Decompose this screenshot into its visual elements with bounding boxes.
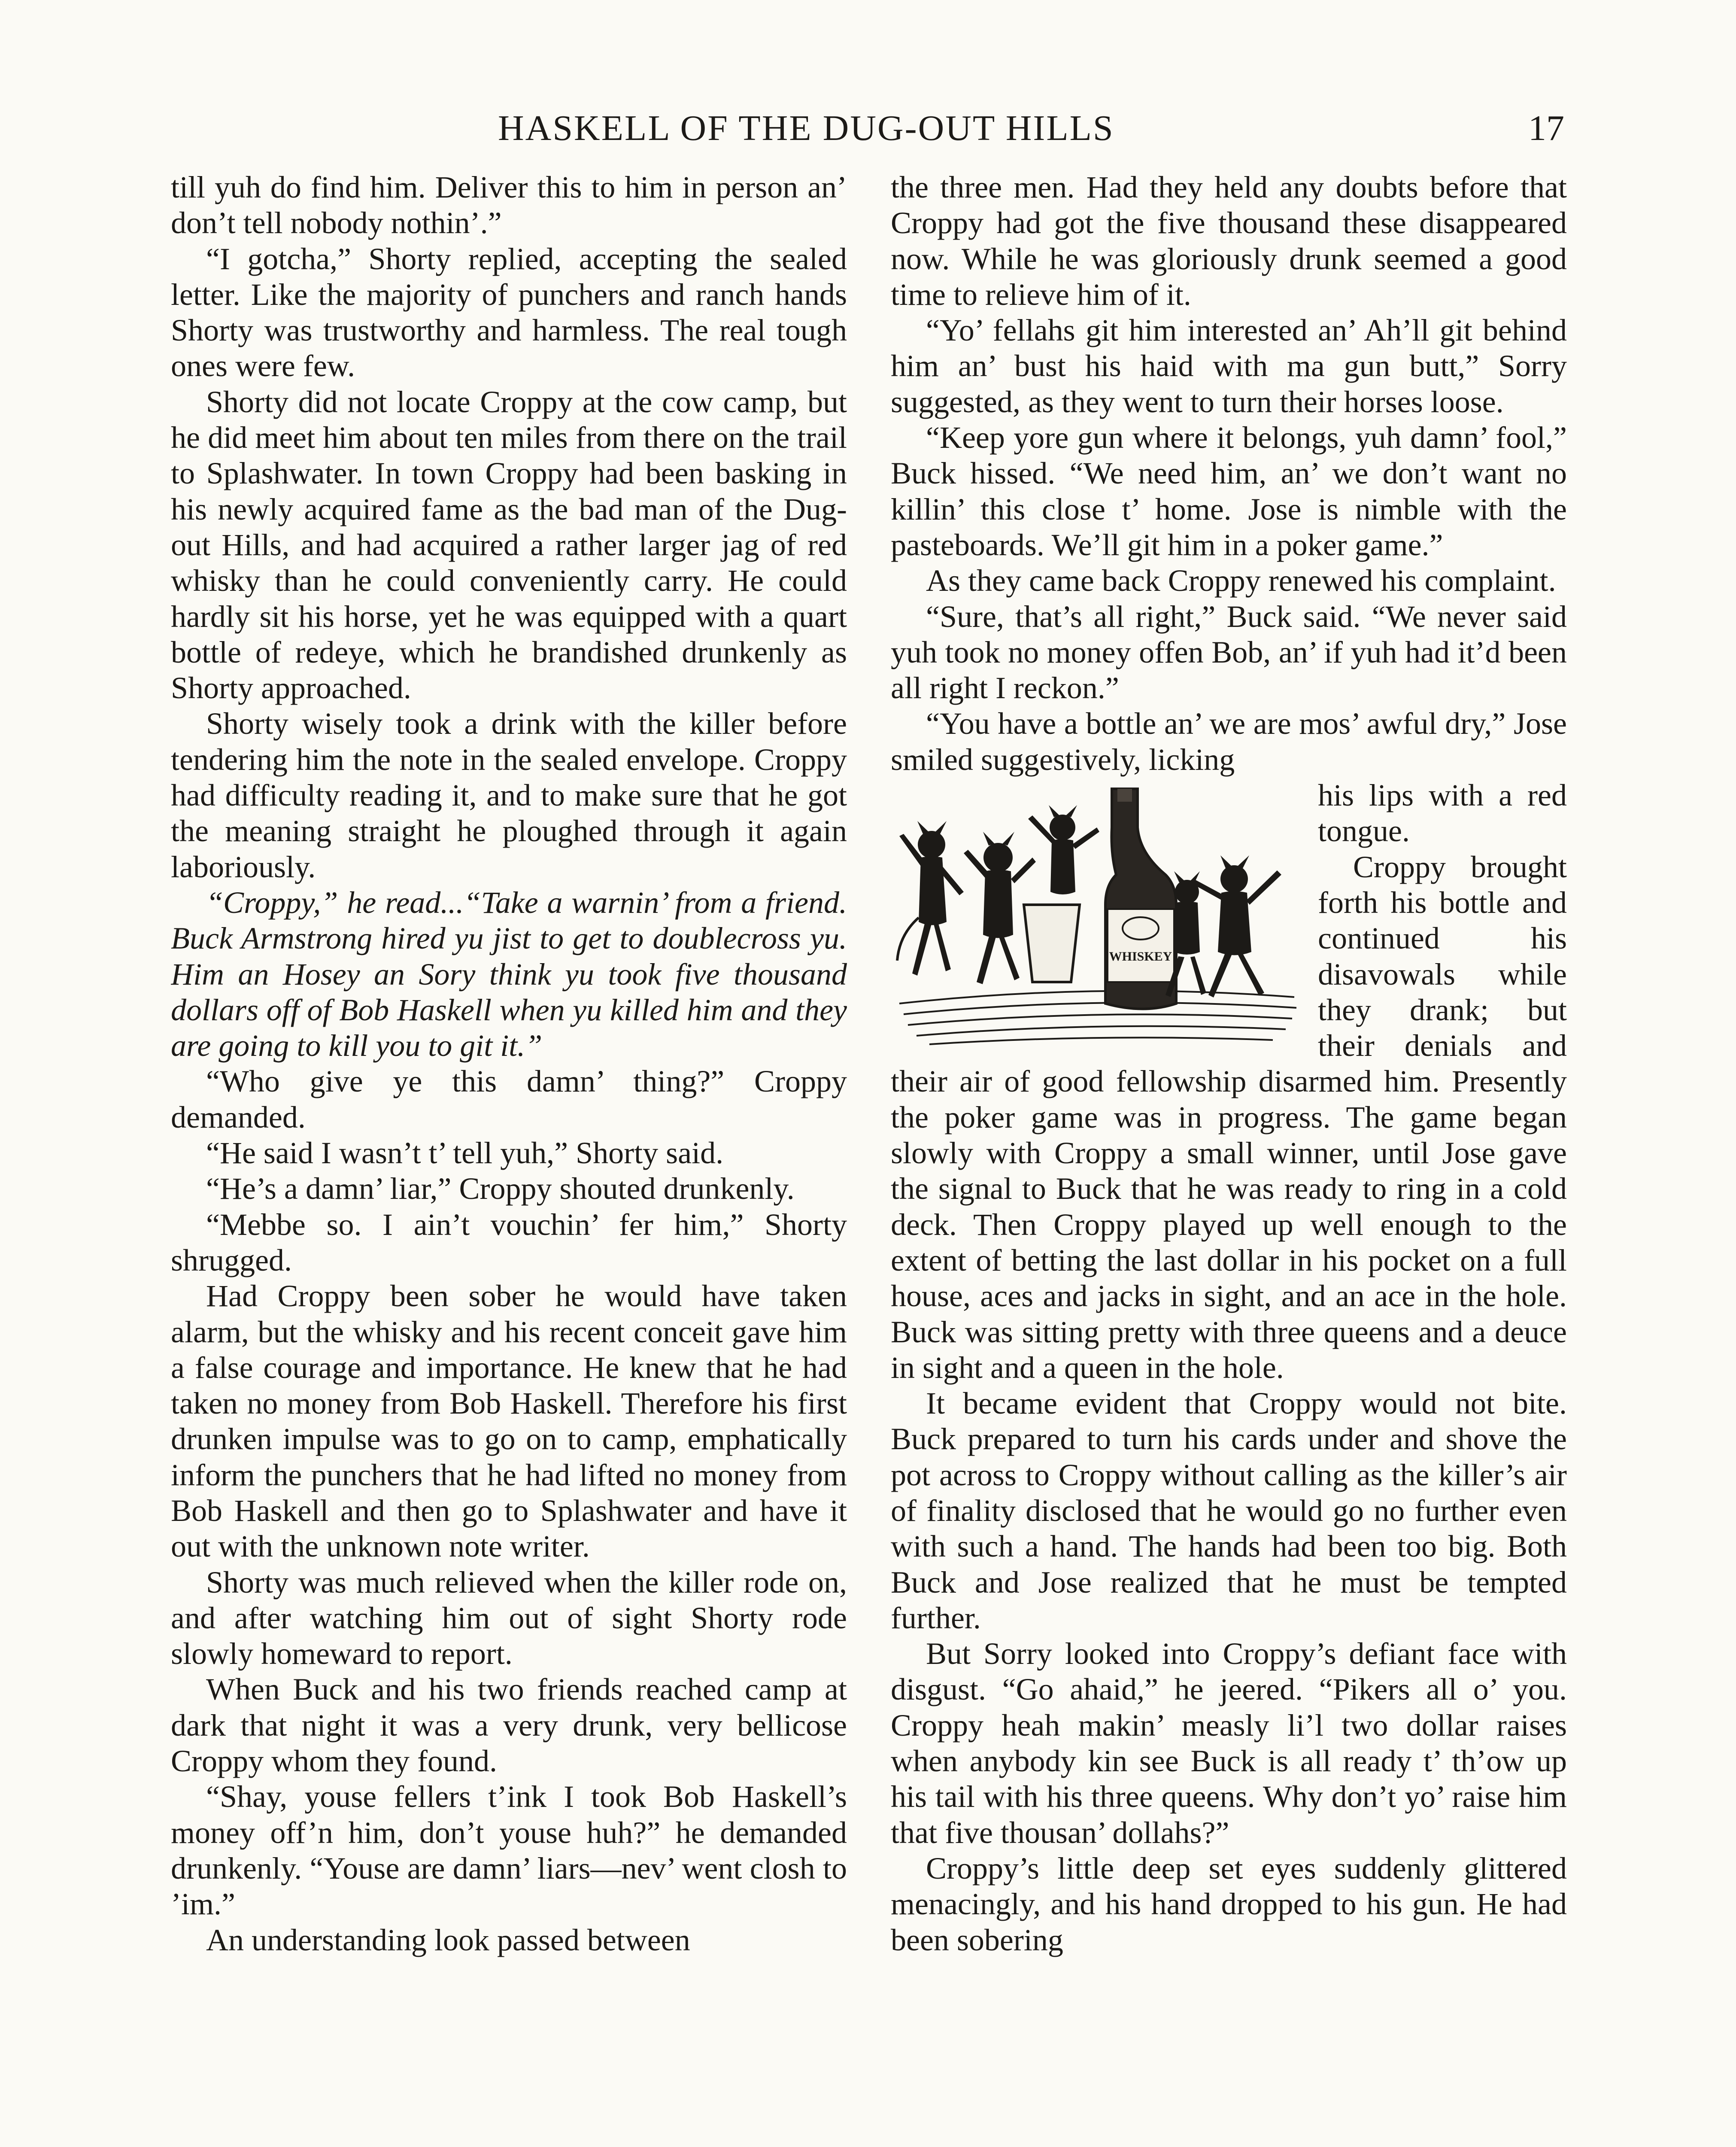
- paragraph: the three men. Had they held any doubts before that Croppy had got the five thousand these disappeared now. While he was gloriously drunk seemed a good time to relieve him of it.: [891, 170, 1567, 312]
- paragraph: Shorty did not locate Croppy at the cow camp, but he did meet him about ten miles from there on the trail to Splashwater. In town Croppy had been basking in his newly acquired fame as the bad man of the Dug-out Hills, and had acquired a rather larger jag of red whisky than he could conveniently carry. He could hardly sit his horse, yet he was equipped with a quart bottle of redeye, which he brandished drunkenly as Shorty approached.: [171, 384, 847, 706]
- paragraph: Croppy’s little deep set eyes suddenly glittered menacingly, and his hand dropped to his gun. He had been sobering: [891, 1851, 1567, 1957]
- paragraph: Shorty wisely took a drink with the killer before tendering him the note in the sealed envelope. Croppy had difficulty reading it, and to make sure that he got the meaning straight he ploughed through it again laboriously.: [171, 706, 847, 884]
- paragraph: “Yo’ fellahs git him interested an’ Ah’ll git behind him an’ bust his haid with ma gun butt,” Sorry suggested, as they went to turn their horses loose.: [891, 313, 1567, 419]
- bottle-label-text: WHISKEY: [1109, 949, 1172, 964]
- paragraph: But Sorry looked into Croppy’s defiant face with disgust. “Go ahaid,” he jeered. “Pikers all o’ you. Croppy heah makin’ measly li’l two dollar raises when anybody kin see Buck is all ready t’ th’ow up his tail with his three queens. Why don’t yo’ raise him that five thousan’ dollahs?”: [891, 1636, 1567, 1850]
- devils-bottle-illustration: [891, 780, 1305, 1053]
- right-column: [891, 170, 1567, 2147]
- paragraph: till yuh do find him. Deliver this to him in person an’ don’t tell nobody nothin’.”: [171, 170, 847, 240]
- paragraph: “He’s a damn’ liar,” Croppy shouted drunkenly.: [206, 1171, 795, 1206]
- paragraph: “Who give ye this damn’ thing?” Croppy demanded.: [171, 1064, 847, 1134]
- running-head: HASKELL OF THE DUG-OUT HILLS: [498, 108, 1114, 148]
- paragraph: “Shay, youse fellers t’ink I took Bob Haskell’s money off’n him, don’t youse huh?” he demanded drunkenly. “Youse are damn’ liars—nev’ went closh to ’im.”: [171, 1779, 847, 1922]
- paragraph: It became evident that Croppy would not bite. Buck prepared to turn his cards under and shove the pot across to Croppy without calling as the killer’s air of finality disclosed that he would go no further even with such a hand. The hands had been too big. Both Buck and Jose realized that he must be tempted further.: [891, 1386, 1567, 1635]
- paragraph: “Keep yore gun where it belongs, yuh damn’ fool,” Buck hissed. “We need him, an’ we don’t want no killin’ this close t’ home. Jose is nimble with the pasteboards. We’ll git him in a poker game.”: [891, 420, 1567, 562]
- paragraph: “Sure, that’s all right,” Buck said. “We never said yuh took no money offen Bob, an’ if yuh had it’d been all right I reckon.”: [891, 599, 1567, 706]
- paragraph-wrapped: his lips with a red tongue.: [1318, 778, 1567, 848]
- page-number: 17: [1528, 108, 1564, 148]
- devils-dancing-around-bottle-icon: [891, 780, 1305, 1053]
- paragraph: When Buck and his two friends reached camp at dark that night it was a very drunk, very bellicose Croppy whom they found.: [171, 1672, 847, 1779]
- paragraph: Had Croppy been sober he would have taken alarm, but the whisky and his recent conceit gave him a false courage and importance. He knew that he had taken no money from Bob Haskell. Therefore his first drunken impulse was to go on to camp, emphatically inform the punchers that he had lifted no money from Bob Haskell and then go to Splashwater and have it out with the unknown note writer.: [171, 1279, 847, 1564]
- paragraph: “Mebbe so. I ain’t vouchin’ fer him,” Shorty shrugged.: [171, 1207, 847, 1277]
- paragraph: Croppy brought forth his bottle and continued his disavowals while they drank; but their denials and their air of good fellowship disarmed him. Presently the poker game was in progress. The game began slowly with Croppy a small winner, until Jose gave the signal to Buck that he was ready to ring in a cold deck. Then Croppy played up well enough to the extent of betting the last dollar in his pocket on a full house, aces and jacks in sight, and an ace in the hole. Buck was sitting pretty with three queens and a deuce in sight and a queen in the hole.: [891, 849, 1567, 1385]
- left-column: [171, 170, 847, 2147]
- paragraph: “He said I wasn’t t’ tell yuh,” Shorty said.: [206, 1136, 724, 1171]
- paragraph: An understanding look passed between: [206, 1922, 690, 1957]
- paragraph: “I gotcha,” Shorty replied, accepting the sealed letter. Like the majority of punchers and ranch hands Shorty was trustworthy and harmless. The real tough ones were few.: [171, 241, 847, 383]
- paragraph: Shorty was much relieved when the killer rode on, and after watching him out of sight Shorty rode slowly homeward to report.: [171, 1565, 847, 1671]
- paragraph: “You have a bottle an’ we are mos’ awful dry,” Jose smiled suggestively, licking: [891, 706, 1567, 777]
- paragraph-letter: “Croppy,” he read...“Take a warnin’ from a friend. Buck Armstrong hired yu jist to get to doublecross yu. Him an Hosey an Sory think yu took five thousand dollars off of Bob Haskell when yu killed him and they are going to kill you to git it.”: [171, 885, 847, 1063]
- paragraph: As they came back Croppy renewed his complaint.: [926, 563, 1556, 598]
